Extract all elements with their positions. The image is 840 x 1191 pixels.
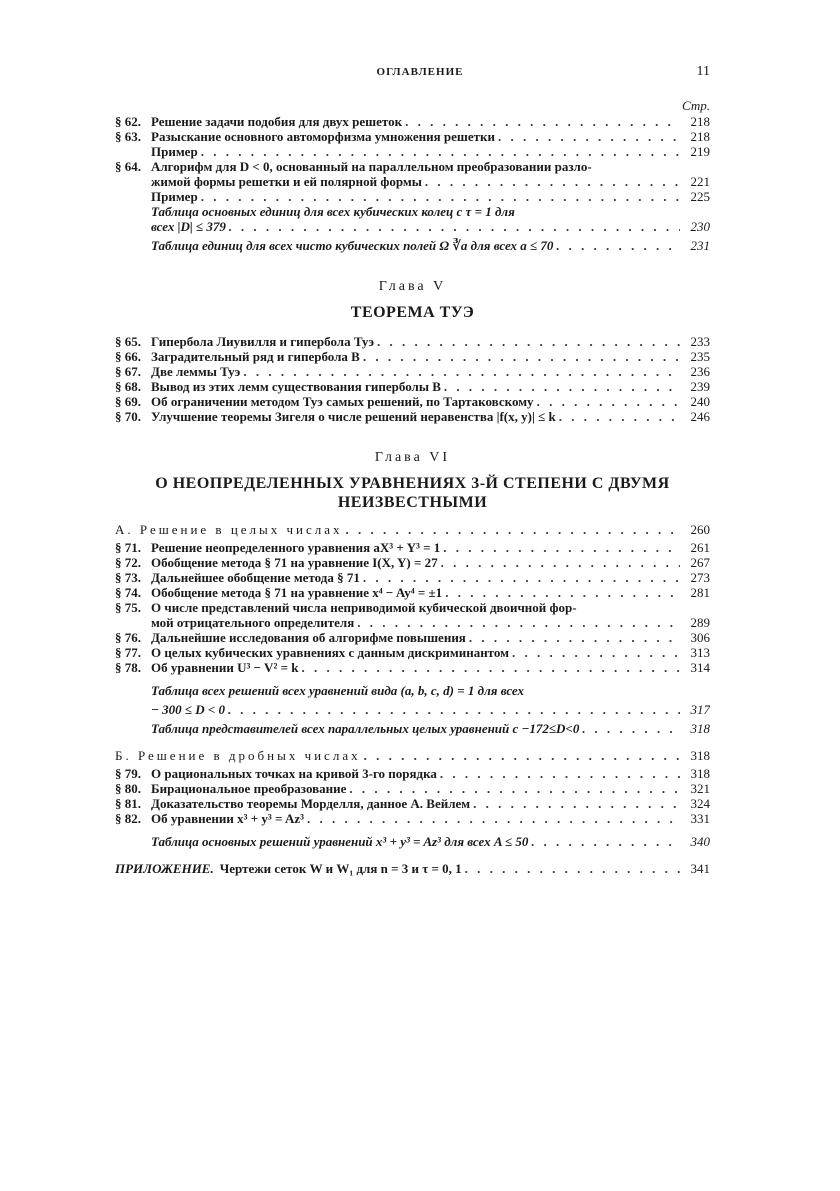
toc-table-all-solutions[interactable] xyxy=(115,683,710,698)
toc-entry-page: 341 xyxy=(690,861,710,876)
toc-entry-68[interactable] xyxy=(115,379,710,394)
chapter-5-title: ТЕОРЕМА ТУЭ xyxy=(350,304,475,321)
toc-entry-63[interactable] xyxy=(115,129,710,144)
toc-entry-number: § 77. xyxy=(115,645,141,660)
toc-entry-76[interactable] xyxy=(115,630,710,645)
toc-entry-text: А. Решение в целых числах xyxy=(115,522,343,537)
toc-entry-text: О рациональных точках на кривой 3-го порядка xyxy=(151,766,437,781)
toc-entry-text: Заградительный ряд и гипербола B xyxy=(151,349,360,364)
toc-entry-text: Обобщение метода § 71 на уравнение x⁴ − Ay⁴ = ±1 xyxy=(151,585,443,600)
leader-dots xyxy=(360,349,680,364)
toc-entry-page: 273 xyxy=(690,570,710,585)
toc-entry-text: Об уравнении U³ − V² = k xyxy=(151,660,299,675)
toc-entry-number: § 70. xyxy=(115,409,141,424)
toc-entry-page: 221 xyxy=(690,174,710,189)
leader-dots xyxy=(462,861,680,876)
leader-dots xyxy=(528,834,680,849)
toc-entry-text: Пример xyxy=(151,189,198,204)
toc-entry-number: § 62. xyxy=(115,114,141,129)
part-a-heading[interactable] xyxy=(115,522,710,537)
leader-dots xyxy=(442,585,680,600)
toc-entry-text: Таблица всех решений всех уравнений вида (a, b, c, d) = 1 для всех xyxy=(151,683,525,698)
toc-entry-number: § 72. xyxy=(115,555,141,570)
toc-entry-page: 289 xyxy=(690,615,710,630)
toc-entry-number: § 71. xyxy=(115,540,141,555)
page-column-label: Стр. xyxy=(682,98,710,113)
toc-entry-text: Бирациональное преобразование xyxy=(151,781,347,796)
leader-dots xyxy=(198,189,680,204)
toc-entry-number: § 79. xyxy=(115,766,141,781)
toc-entry-62[interactable] xyxy=(115,114,710,129)
toc-table-all-solutions-continued[interactable] xyxy=(115,702,710,717)
toc-entry-page: 235 xyxy=(690,349,710,364)
chapter-6-title-line-1: О НЕОПРЕДЕЛЕННЫХ УРАВНЕНИЯХ 3-Й СТЕПЕНИ С ДВУМЯ xyxy=(155,475,670,492)
toc-entry-82[interactable] xyxy=(115,811,710,826)
toc-entry-number: § 80. xyxy=(115,781,141,796)
leader-dots xyxy=(470,796,680,811)
leader-dots xyxy=(226,219,680,234)
toc-entry-example-2[interactable] xyxy=(115,189,710,204)
toc-entry-81[interactable] xyxy=(115,796,710,811)
toc-entry-text: Решение задачи подобия для двух решеток xyxy=(151,114,403,129)
toc-table-representatives[interactable] xyxy=(115,721,710,736)
toc-entry-page: 240 xyxy=(690,394,710,409)
toc-entry-number: § 82. xyxy=(115,811,141,826)
toc-entry-example[interactable] xyxy=(115,144,710,159)
toc-entry-text: Алгорифм для D < 0, основанный на параллельном преобразовании разло- xyxy=(151,159,592,174)
leader-dots xyxy=(402,114,680,129)
leader-dots xyxy=(437,766,680,781)
toc-entry-74[interactable] xyxy=(115,585,710,600)
leader-dots xyxy=(354,615,680,630)
toc-entry-page: 267 xyxy=(690,555,710,570)
toc-entry-page: 321 xyxy=(690,781,710,796)
toc-entry-text: Вывод из этих лемм существования гиперболы B xyxy=(151,379,441,394)
leader-dots xyxy=(509,645,680,660)
toc-entry-page: 260 xyxy=(690,522,710,537)
toc-entry-number: § 68. xyxy=(115,379,141,394)
toc-entry-page: 231 xyxy=(690,238,710,253)
toc-entry-text: Доказательство теоремы Морделля, данное А. Вейлем xyxy=(151,796,471,811)
toc-table-units[interactable] xyxy=(115,204,710,219)
toc-entry-text: Чертежи сеток W и W₁ для n = 3 и τ = 0, 1 xyxy=(219,861,462,876)
toc-entry-page: 318 xyxy=(690,766,710,781)
toc-entry-64[interactable] xyxy=(115,159,710,174)
toc-entry-page: 306 xyxy=(690,630,710,645)
leader-dots xyxy=(298,660,680,675)
toc-entry-number: § 69. xyxy=(115,394,141,409)
toc-entry-text: Таблица основных единиц для всех кубических колец c τ = 1 для xyxy=(151,204,515,219)
toc-entry-page: 324 xyxy=(690,796,710,811)
leader-dots xyxy=(304,811,680,826)
toc-entry-text: Об уравнении x³ + y³ = Az³ xyxy=(151,811,305,826)
toc-appendix[interactable] xyxy=(115,861,710,876)
toc-entry-text: Гипербола Лиувилля и гипербола Туэ xyxy=(151,334,374,349)
toc-entry-page: 218 xyxy=(690,129,710,144)
leader-dots xyxy=(534,394,680,409)
toc-entry-page: 230 xyxy=(690,219,710,234)
leader-dots xyxy=(579,721,680,736)
toc-entry-text: О числе представлений числа неприводимой кубической двоичной фор- xyxy=(151,600,577,615)
page-number: 11 xyxy=(696,64,710,79)
leader-dots xyxy=(441,379,680,394)
header-title: ОГЛАВЛЕНИЕ xyxy=(376,66,464,78)
leader-dots xyxy=(440,540,680,555)
toc-entry-71[interactable] xyxy=(115,540,710,555)
part-b-heading[interactable] xyxy=(115,748,710,763)
leader-dots xyxy=(495,129,680,144)
toc-entry-number: § 66. xyxy=(115,349,141,364)
leader-dots xyxy=(346,781,680,796)
toc-entry-number: § 73. xyxy=(115,570,141,585)
toc-entry-number: § 64. xyxy=(115,159,141,174)
toc-entry-page: 314 xyxy=(690,660,710,675)
toc-entry-66[interactable] xyxy=(115,349,710,364)
toc-entry-page: 317 xyxy=(690,702,710,717)
toc-entry-page: 318 xyxy=(690,721,710,736)
leader-dots xyxy=(438,555,680,570)
toc-entry-text: Таблица единиц для всех чисто кубических полей Ω ∛a для всех a ≤ 70 xyxy=(151,238,554,253)
toc-entry-67[interactable] xyxy=(115,364,710,379)
toc-entry-page: 313 xyxy=(690,645,710,660)
toc-entry-text: Таблица представителей всех параллельных целых уравнений с −172≤D<0 xyxy=(151,721,580,736)
toc-entry-text: Б. Решение в дробных числах xyxy=(115,748,361,763)
toc-entry-text: жимой формы решетки и ей полярной формы xyxy=(151,174,422,189)
leader-dots xyxy=(466,630,680,645)
toc-entry-number: § 76. xyxy=(115,630,141,645)
toc-entry-number: § 67. xyxy=(115,364,141,379)
toc-entry-text: Пример xyxy=(151,144,198,159)
toc-entry-text: О целых кубических уравнениях с данным дискриминантом xyxy=(151,645,510,660)
toc-entry-text: − 300 ≤ D < 0 xyxy=(151,702,226,717)
toc-entry-77[interactable] xyxy=(115,645,710,660)
toc-entry-text: Об ограничении методом Туэ самых решений, по Тартаковскому xyxy=(151,394,534,409)
toc-table-units-continued[interactable] xyxy=(115,219,710,234)
leader-dots xyxy=(422,174,680,189)
toc-entry-page: 281 xyxy=(690,585,710,600)
toc-entry-text: Две леммы Туэ xyxy=(151,364,241,379)
leader-dots xyxy=(198,144,680,159)
chapter-5-label: Глава V xyxy=(378,279,447,294)
toc-entry-page: 340 xyxy=(690,834,710,849)
leader-dots xyxy=(360,570,680,585)
toc-entry-72[interactable] xyxy=(115,555,710,570)
toc-entry-75[interactable] xyxy=(115,600,710,615)
toc-entry-number: § 75. xyxy=(115,600,141,615)
toc-entry-page: 218 xyxy=(690,114,710,129)
toc-entry-page: 239 xyxy=(690,379,710,394)
leader-dots xyxy=(361,748,680,763)
toc-table-basic-solutions[interactable] xyxy=(115,834,710,849)
toc-entry-79[interactable] xyxy=(115,766,710,781)
toc-entry-text: Обобщение метода § 71 на уравнение I(X, Y) = 27 xyxy=(151,555,438,570)
toc-entry-text: мой отрицательного определителя xyxy=(151,615,355,630)
chapter-6-label: Глава VI xyxy=(374,450,451,465)
toc-entry-text: Улучшение теоремы Зигеля о числе решений неравенства |f(x, y)| ≤ k xyxy=(151,409,556,424)
leader-dots xyxy=(343,522,680,537)
toc-table-cubic-fields[interactable] xyxy=(115,238,710,253)
toc-entry-number: § 78. xyxy=(115,660,141,675)
toc-entry-page: 331 xyxy=(690,811,710,826)
appendix-label: ПРИЛОЖЕНИЕ. xyxy=(115,861,214,876)
toc-entry-65[interactable] xyxy=(115,334,710,349)
toc-entry-75-continued[interactable] xyxy=(115,615,710,630)
toc-entry-page: 261 xyxy=(690,540,710,555)
leader-dots xyxy=(225,702,680,717)
toc-entry-80[interactable] xyxy=(115,781,710,796)
toc-entry-page: 233 xyxy=(690,334,710,349)
toc-entry-text: всех |D| ≤ 379 xyxy=(151,219,226,234)
toc-entry-number: § 65. xyxy=(115,334,141,349)
toc-entry-page: 219 xyxy=(690,144,710,159)
running-header xyxy=(0,64,840,84)
toc-entry-text: Дальнейшее обобщение метода § 71 xyxy=(151,570,360,585)
leader-dots xyxy=(240,364,680,379)
toc-entry-text: Дальнейшие исследования об алгорифме повышения xyxy=(151,630,466,645)
leader-dots xyxy=(553,238,680,253)
toc-entry-number: § 74. xyxy=(115,585,141,600)
toc-entry-page: 225 xyxy=(690,189,710,204)
toc-entry-64-continued[interactable] xyxy=(115,174,710,189)
toc-entry-number: § 81. xyxy=(115,796,141,811)
table-of-contents xyxy=(115,98,710,876)
toc-entry-text: Таблица основных решений уравнений x³ + y³ = Az³ для всех A ≤ 50 xyxy=(151,834,529,849)
chapter-6-title-line-2: НЕИЗВЕСТНЫМИ xyxy=(337,494,488,511)
leader-dots xyxy=(556,409,680,424)
toc-entry-page: 246 xyxy=(690,409,710,424)
toc-entry-page: 318 xyxy=(690,748,710,763)
toc-entry-number: § 63. xyxy=(115,129,141,144)
toc-entry-text: Разыскание основного автоморфизма умножения решетки xyxy=(151,129,496,144)
toc-entry-73[interactable] xyxy=(115,570,710,585)
toc-entry-text: Решение неопределенного уравнения aX³ + Y³ = 1 xyxy=(151,540,441,555)
toc-entry-70[interactable] xyxy=(115,409,710,424)
toc-entry-78[interactable] xyxy=(115,660,710,675)
leader-dots xyxy=(374,334,680,349)
toc-entry-page: 236 xyxy=(690,364,710,379)
toc-entry-69[interactable] xyxy=(115,394,710,409)
